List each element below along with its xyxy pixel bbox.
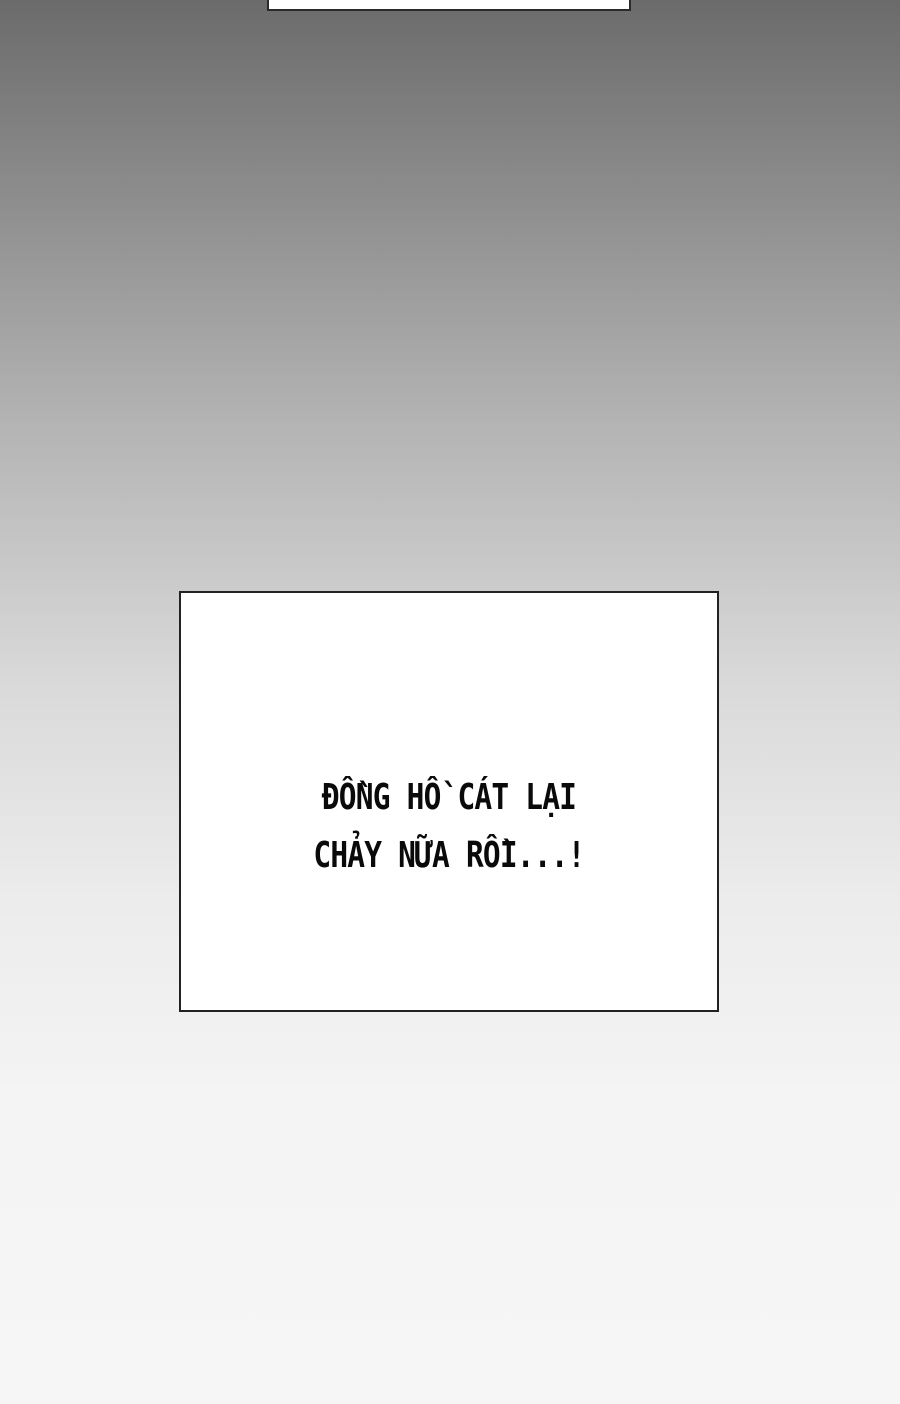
previous-panel-edge xyxy=(267,0,631,11)
caption-line-1: ĐỒNG HỒ CÁT LẠI xyxy=(321,777,577,818)
caption-box xyxy=(179,591,719,1012)
caption-text xyxy=(229,769,669,885)
caption-line-2: CHẢY NỮA RỒI...! xyxy=(313,835,585,876)
